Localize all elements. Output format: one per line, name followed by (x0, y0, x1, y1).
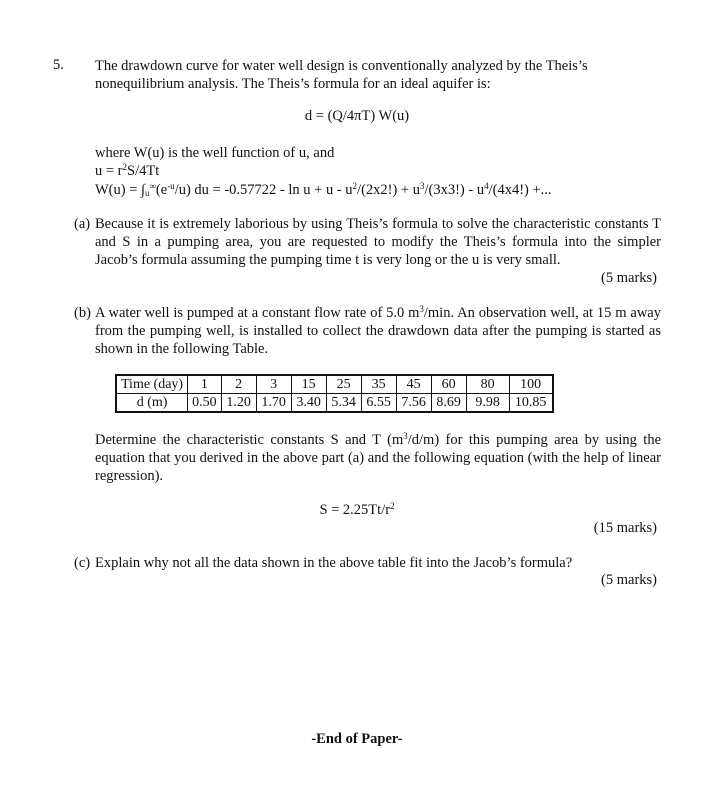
table-cell: 0.50 (188, 394, 222, 413)
table-row-time (116, 375, 553, 394)
s-equation (0, 502, 714, 519)
determine-text-1: Determine the characteristic constants S and T (m (95, 432, 404, 448)
drawdown-table (115, 374, 554, 413)
table-cell: 3 (256, 375, 291, 394)
wu-exponent: 3 (420, 181, 425, 191)
table-cell: 25 (326, 375, 361, 394)
part-a-label: (a) (74, 216, 91, 232)
table-cell: 60 (431, 375, 466, 394)
part-c-marks: (5 marks) (601, 572, 657, 588)
wu-part: (e (155, 182, 168, 198)
table-cell: 1 (188, 375, 222, 394)
s-eq-sup: 2 (390, 501, 395, 511)
part-a-text: Because it is extremely laborious by using Theis’s formula to solve the characteristic constants T and S in a pumping area, you are requested to modify the Theis’s formula into the simpler Jacob’s formula assuming the pumping time t is very long or the u is very small. (95, 216, 661, 268)
integral-upper-limit: ∞ (149, 181, 156, 191)
part-b (74, 304, 661, 358)
table-cell: 15 (291, 375, 326, 394)
wu-part: /u) du = -0.57722 - ln u + u - u (174, 182, 353, 198)
table-row-drawdown (116, 394, 553, 413)
table-cell: 100 (509, 375, 553, 394)
table-cell: 10.85 (509, 394, 553, 413)
end-of-paper: -End of Paper- (311, 731, 403, 747)
table-cell: 45 (396, 375, 431, 394)
wu-exponent: 4 (484, 181, 489, 191)
table-row-label: Time (day) (116, 375, 188, 394)
table-cell: 1.70 (256, 394, 291, 413)
question-number: 5. (53, 57, 64, 73)
part-b-marks: (15 marks) (593, 520, 657, 536)
part-b-sup: 3 (419, 304, 424, 314)
table-cell: 2 (221, 375, 256, 394)
table-cell: 5.34 (326, 394, 361, 413)
integral-lower-limit: u (145, 188, 150, 198)
table-cell: 9.98 (466, 394, 509, 413)
part-c-label: (c) (74, 555, 91, 571)
determine-paragraph (95, 431, 661, 485)
part-b-label: (b) (74, 305, 91, 321)
table-cell: 80 (466, 375, 509, 394)
part-a (74, 215, 661, 269)
part-c (74, 554, 661, 572)
table-cell: 35 (361, 375, 396, 394)
theis-formula: d = (Q/4πT) W(u) (304, 108, 410, 124)
wu-part: /(4x4!) +... (488, 182, 552, 198)
table-cell: 8.69 (431, 394, 466, 413)
wu-exponent: -u (167, 181, 175, 191)
table-cell: 3.40 (291, 394, 326, 413)
intro-paragraph: The drawdown curve for water well design is conventionally analyzed by the Theis’s nonequilibrium analysis. The Theis’s formula for an ideal aquifer is: (95, 58, 588, 92)
part-b-text (95, 304, 661, 358)
wu-part: W(u) = ∫ (95, 182, 145, 198)
part-a-marks: (5 marks) (601, 270, 657, 286)
s-eq-part: S = 2.25Tt/r (319, 502, 391, 518)
u-def-sup: 2 (122, 162, 128, 172)
table-cell: 6.55 (361, 394, 396, 413)
wu-part: /(3x3!) - u (424, 182, 485, 198)
part-b-text-2: /min. An observation well, at 15 m away from the pumping well, is installed to collect the drawdown data after the pumping is started as shown in the following Table. (95, 305, 661, 357)
wu-exponent: 2 (352, 181, 358, 191)
where-line: where W(u) is the well function of u, and (95, 145, 335, 161)
table-row-label: d (m) (116, 394, 188, 413)
table-cell: 7.56 (396, 394, 431, 413)
wu-part: /(2x2!) + u (357, 182, 420, 198)
u-def-part: S/4Tt (127, 163, 160, 179)
u-def-part: u = r (95, 163, 123, 179)
u-definition (95, 162, 159, 180)
determine-sup: 3 (403, 431, 408, 441)
determine-text-2: /d/m) for this pumping area by using the equation that you derived in the above part (a) and the following equation (with the help of linear regression). (95, 432, 661, 484)
table-cell: 1.20 (221, 394, 256, 413)
part-c-text: Explain why not all the data shown in the above table fit into the Jacob’s formula? (95, 555, 573, 571)
well-function-definition (95, 181, 552, 199)
part-b-text-1: A water well is pumped at a constant flow rate of 5.0 m (95, 305, 420, 321)
